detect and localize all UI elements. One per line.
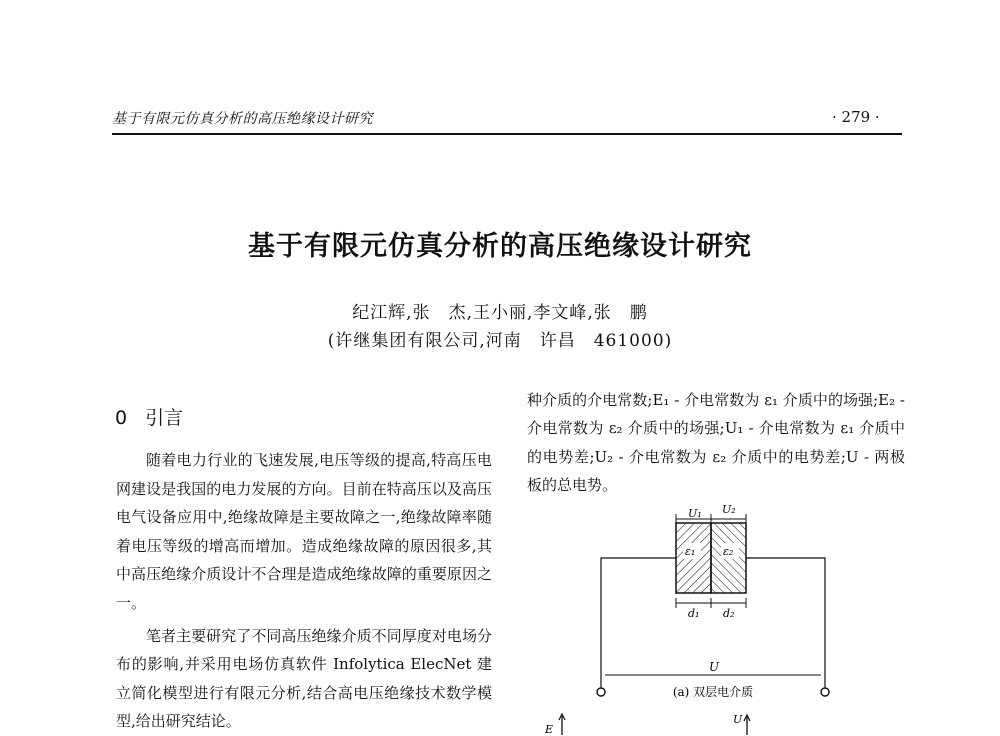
label-u: U — [709, 660, 720, 674]
running-title: 基于有限元仿真分析的高压绝缘设计研究 — [112, 111, 373, 127]
label-e-axis: E — [545, 723, 554, 736]
page-number: · 279 · — [832, 108, 880, 126]
label-d2: d₂ — [723, 607, 735, 620]
e-axis-arrow — [550, 712, 580, 735]
label-epsilon-2: ε₂ — [723, 545, 734, 558]
author-list: 纪江辉,张 杰,王小丽,李文峰,张 鹏 — [352, 303, 648, 323]
label-u-axis: U — [733, 713, 743, 726]
symbol-definitions: 种介质的介电常数;E₁ - 介电常数为 ε₁ 介质中的场强;E₂ - 介电常数为 ε₂ 介质中的场强;U₁ - 介电常数为 ε₁ 介质中的电势差;U₂ - 介电常数为 ε₂ 介质中的电势差;U - 两极板的总电势。 — [527, 391, 905, 495]
section-title: 引言 — [145, 407, 184, 429]
right-lead-wire — [746, 558, 825, 688]
affiliation: (许继集团有限公司,河南 许昌 461000) — [327, 331, 673, 351]
left-column — [116, 446, 492, 736]
section-heading — [115, 403, 183, 430]
paper-title: 基于有限元仿真分析的高压绝缘设计研究 — [248, 231, 752, 262]
left-lead-wire — [601, 558, 676, 688]
label-u2: U₂ — [722, 503, 736, 516]
figure-caption: (a) 双层电介质 — [672, 685, 754, 699]
label-u1: U₁ — [688, 507, 702, 520]
left-terminal — [597, 688, 605, 696]
double-layer-dielectric-figure — [545, 503, 845, 736]
label-d1: d₁ — [688, 607, 700, 620]
header-rule — [112, 133, 902, 135]
thickness-dimension — [676, 598, 746, 620]
section-number: 0 — [115, 407, 128, 429]
top-dimension — [676, 503, 746, 524]
right-column — [527, 386, 905, 500]
intro-paragraph-1: 随着电力行业的飞速发展,电压等级的提高,特高压电网建设是我国的电力发展的方向。目前在特高压以及高压电气设备应用中,绝缘故障是主要故障之一,绝缘故障率随着电压等级的增高而增加。造成绝缘故障的原因很多,其中高压绝缘介质设计不合理是造成绝缘故障的重要原因之一。 — [116, 451, 492, 612]
right-terminal — [821, 688, 829, 696]
label-epsilon-1: ε₁ — [685, 545, 696, 558]
intro-paragraph-2: 笔者主要研究了不同高压绝缘介质不同厚度对电场分布的影响,并采用电场仿真软件 Infolytica ElecNet 建立简化模型进行有限元分析,结合高电压绝缘技术数学模型,给出研究结论。 — [116, 626, 492, 731]
